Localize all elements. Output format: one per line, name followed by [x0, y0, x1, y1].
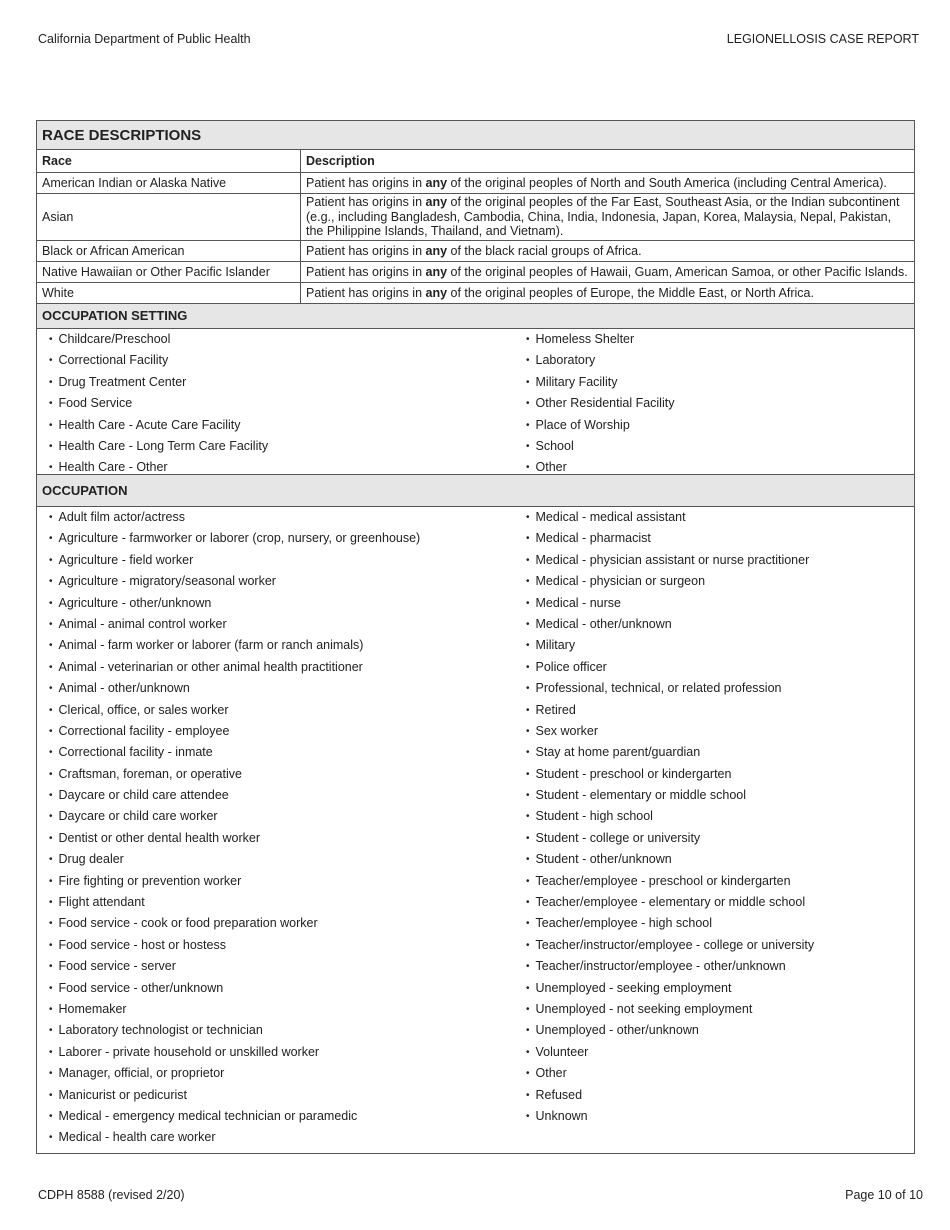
list-item: • Adult film actor/actress	[49, 507, 420, 528]
list-item: • Unknown	[526, 1106, 814, 1127]
list-item: • Laborer - private household or unskilled worker	[49, 1042, 420, 1063]
race-name: American Indian or Alaska Native	[37, 173, 301, 194]
race-table-header	[37, 150, 914, 173]
list-item: • Medical - physician or surgeon	[526, 571, 814, 592]
list-item: • Professional, technical, or related profession	[526, 678, 814, 699]
occupation-setting-title: OCCUPATION SETTING	[37, 304, 914, 329]
list-item: • Teacher/employee - high school	[526, 913, 814, 934]
page-footer-form-number: CDPH 8588 (revised 2/20)	[38, 1188, 185, 1202]
list-item: • Student - preschool or kindergarten	[526, 764, 814, 785]
list-item: • Drug dealer	[49, 849, 420, 870]
list-item: • Dentist or other dental health worker	[49, 828, 420, 849]
list-item: • Laboratory	[526, 350, 674, 371]
list-item: • Student - college or university	[526, 828, 814, 849]
list-item: • Health Care - Acute Care Facility	[49, 415, 268, 436]
list-item: • Manicurist or pedicurist	[49, 1085, 420, 1106]
race-row	[37, 262, 914, 283]
list-item: • Clerical, office, or sales worker	[49, 700, 420, 721]
race-descriptions-table	[37, 150, 914, 304]
page-footer-page-number: Page 10 of 10	[845, 1188, 923, 1202]
list-item: • Student - other/unknown	[526, 849, 814, 870]
race-description: Patient has origins in any of the original peoples of North and South America (including Central America).	[301, 173, 915, 194]
list-item: • Correctional Facility	[49, 350, 268, 371]
list-item: • Stay at home parent/guardian	[526, 742, 814, 763]
page-header-agency: California Department of Public Health	[38, 32, 251, 46]
list-item: • Correctional facility - employee	[49, 721, 420, 742]
list-item: • Military	[526, 635, 814, 656]
list-item: • Other	[526, 1063, 814, 1084]
list-item: • Health Care - Other	[49, 457, 268, 478]
list-item: • Food Service	[49, 393, 268, 414]
list-item: • Teacher/employee - preschool or kindergarten	[526, 871, 814, 892]
list-item: • Agriculture - farmworker or laborer (crop, nursery, or greenhouse)	[49, 528, 420, 549]
list-item: • Unemployed - not seeking employment	[526, 999, 814, 1020]
list-item: • Daycare or child care attendee	[49, 785, 420, 806]
list-item: • Animal - other/unknown	[49, 678, 420, 699]
list-item: • Food service - cook or food preparation worker	[49, 913, 420, 934]
occupation-right-column	[526, 507, 814, 1127]
occupation-setting-right-column	[526, 329, 674, 479]
list-item: • Medical - health care worker	[49, 1127, 420, 1148]
list-item: • Agriculture - field worker	[49, 550, 420, 571]
list-item: • School	[526, 436, 674, 457]
list-item: • Animal - farm worker or laborer (farm or ranch animals)	[49, 635, 420, 656]
list-item: • Medical - nurse	[526, 593, 814, 614]
list-item: • Animal - animal control worker	[49, 614, 420, 635]
list-item: • Sex worker	[526, 721, 814, 742]
list-item: • Manager, official, or proprietor	[49, 1063, 420, 1084]
list-item: • Correctional facility - inmate	[49, 742, 420, 763]
list-item: • Retired	[526, 700, 814, 721]
list-item: • Teacher/instructor/employee - other/unknown	[526, 956, 814, 977]
race-name: Black or African American	[37, 241, 301, 262]
occupation-title: OCCUPATION	[37, 475, 914, 507]
list-item: • Food service - server	[49, 956, 420, 977]
list-item: • Medical - other/unknown	[526, 614, 814, 635]
list-item: • Teacher/instructor/employee - college or university	[526, 935, 814, 956]
list-item: • Unemployed - other/unknown	[526, 1020, 814, 1041]
list-item: • Teacher/employee - elementary or middle school	[526, 892, 814, 913]
race-description: Patient has origins in any of the original peoples of Europe, the Middle East, or North Africa.	[301, 283, 915, 304]
list-item: • Flight attendant	[49, 892, 420, 913]
race-name: White	[37, 283, 301, 304]
reference-tables-frame	[36, 120, 915, 1154]
race-descriptions-title: RACE DESCRIPTIONS	[37, 121, 914, 150]
description-column-header: Description	[301, 150, 915, 173]
list-item: • Fire fighting or prevention worker	[49, 871, 420, 892]
list-item: • Food service - host or hostess	[49, 935, 420, 956]
list-item: • Student - high school	[526, 806, 814, 827]
list-item: • Agriculture - migratory/seasonal worker	[49, 571, 420, 592]
list-item: • Agriculture - other/unknown	[49, 593, 420, 614]
list-item: • Medical - medical assistant	[526, 507, 814, 528]
race-row	[37, 283, 914, 304]
list-item: • Homeless Shelter	[526, 329, 674, 350]
list-item: • Childcare/Preschool	[49, 329, 268, 350]
list-item: • Food service - other/unknown	[49, 978, 420, 999]
page-header-form-title: LEGIONELLOSIS CASE REPORT	[726, 32, 919, 46]
list-item: • Daycare or child care worker	[49, 806, 420, 827]
list-item: • Animal - veterinarian or other animal health practitioner	[49, 657, 420, 678]
list-item: • Medical - emergency medical technician or paramedic	[49, 1106, 420, 1127]
list-item: • Refused	[526, 1085, 814, 1106]
list-item: • Laboratory technologist or technician	[49, 1020, 420, 1041]
list-item: • Health Care - Long Term Care Facility	[49, 436, 268, 457]
list-item: • Craftsman, foreman, or operative	[49, 764, 420, 785]
race-description: Patient has origins in any of the original peoples of Hawaii, Guam, American Samoa, or other Pacific Islands.	[301, 262, 915, 283]
list-item: • Medical - pharmacist	[526, 528, 814, 549]
race-row	[37, 173, 914, 194]
list-item: • Medical - physician assistant or nurse practitioner	[526, 550, 814, 571]
race-name: Native Hawaiian or Other Pacific Islander	[37, 262, 301, 283]
list-item: • Other Residential Facility	[526, 393, 674, 414]
list-item: • Volunteer	[526, 1042, 814, 1063]
list-item: • Drug Treatment Center	[49, 372, 268, 393]
list-item: • Place of Worship	[526, 415, 674, 436]
race-row	[37, 241, 914, 262]
race-description: Patient has origins in any of the black racial groups of Africa.	[301, 241, 915, 262]
list-item: • Military Facility	[526, 372, 674, 393]
list-item: • Homemaker	[49, 999, 420, 1020]
occupation-setting-list	[37, 329, 914, 475]
race-name: Asian	[37, 194, 301, 241]
list-item: • Unemployed - seeking employment	[526, 978, 814, 999]
occupation-list	[37, 507, 914, 1147]
list-item: • Student - elementary or middle school	[526, 785, 814, 806]
occupation-setting-left-column	[49, 329, 268, 479]
list-item: • Other	[526, 457, 674, 478]
race-description: Patient has origins in any of the original peoples of the Far East, Southeast Asia, or the Indian subcontinent (e.g., including Bangladesh, Cambodia, China, India, Indonesia, Japan, Korea, Malaysia, Nepal, Pakistan, the Philippine Islands, Thailand, and Vietnam).	[301, 194, 915, 241]
race-column-header: Race	[37, 150, 301, 173]
race-row	[37, 194, 914, 241]
list-item: • Police officer	[526, 657, 814, 678]
occupation-left-column	[49, 507, 420, 1149]
